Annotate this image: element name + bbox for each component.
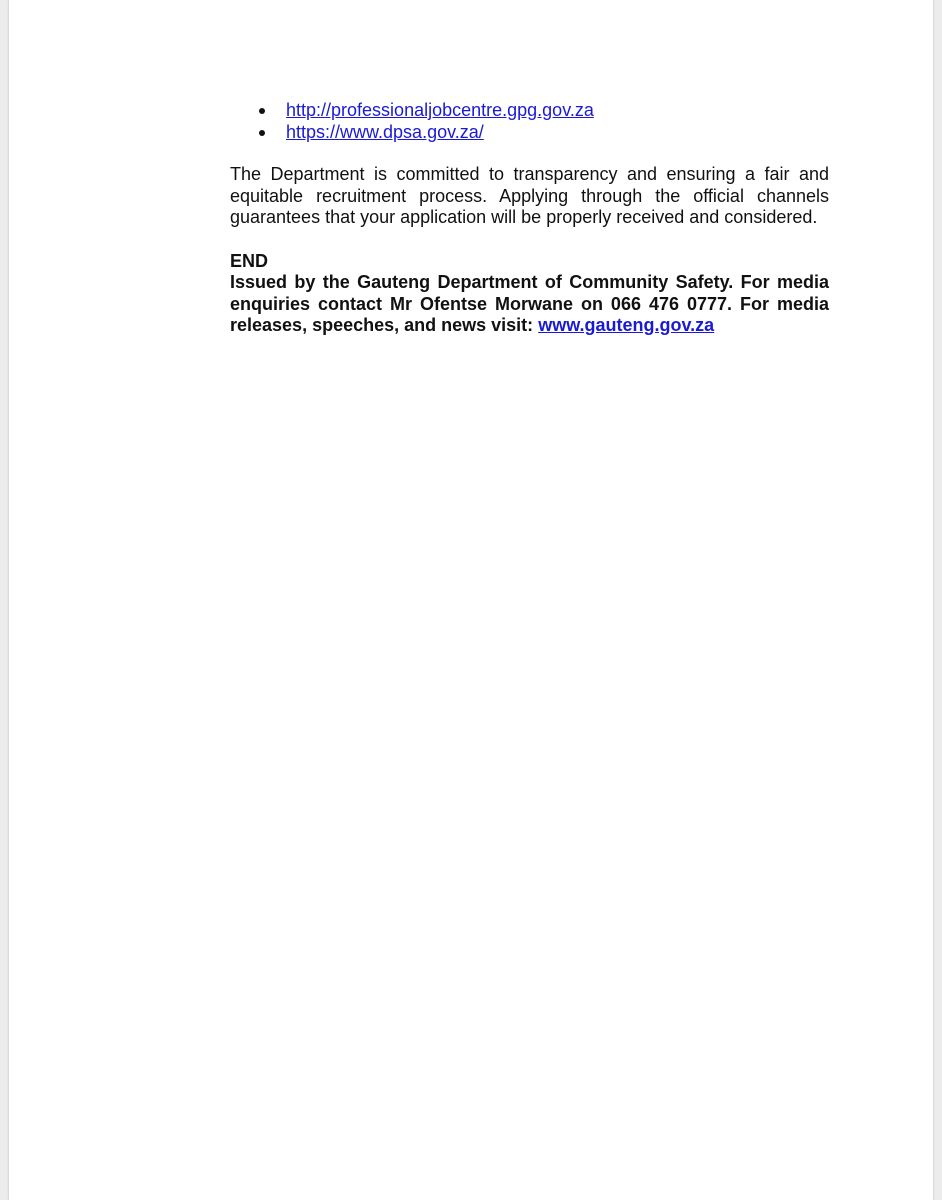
bullet-icon <box>259 108 265 114</box>
list-item <box>230 100 829 122</box>
bullet-icon <box>259 130 265 136</box>
dpsa-link[interactable]: https://www.dpsa.gov.za/ <box>286 122 484 142</box>
end-label: END <box>230 250 269 271</box>
list-item <box>230 122 829 144</box>
page-content <box>230 100 829 337</box>
end-block <box>230 251 829 337</box>
issued-by-text: Issued by the Gauteng Department of Community Safety. For media enquiries contact Mr Ofentse Morwane on 066 476 0777. For media releases, speeches, and news visit: <box>230 272 829 335</box>
document-page <box>9 0 933 1200</box>
link-list <box>230 100 829 144</box>
professional-job-centre-link[interactable]: http://professionaljobcentre.gpg.gov.za <box>286 100 594 120</box>
issued-by-statement <box>230 272 829 337</box>
gauteng-website-link[interactable]: www.gauteng.gov.za <box>538 315 715 335</box>
commitment-paragraph: The Department is committed to transparency and ensuring a fair and equitable recruitment process. Applying through the official channels guarantees that your application will be properly received and considered. <box>230 164 829 227</box>
